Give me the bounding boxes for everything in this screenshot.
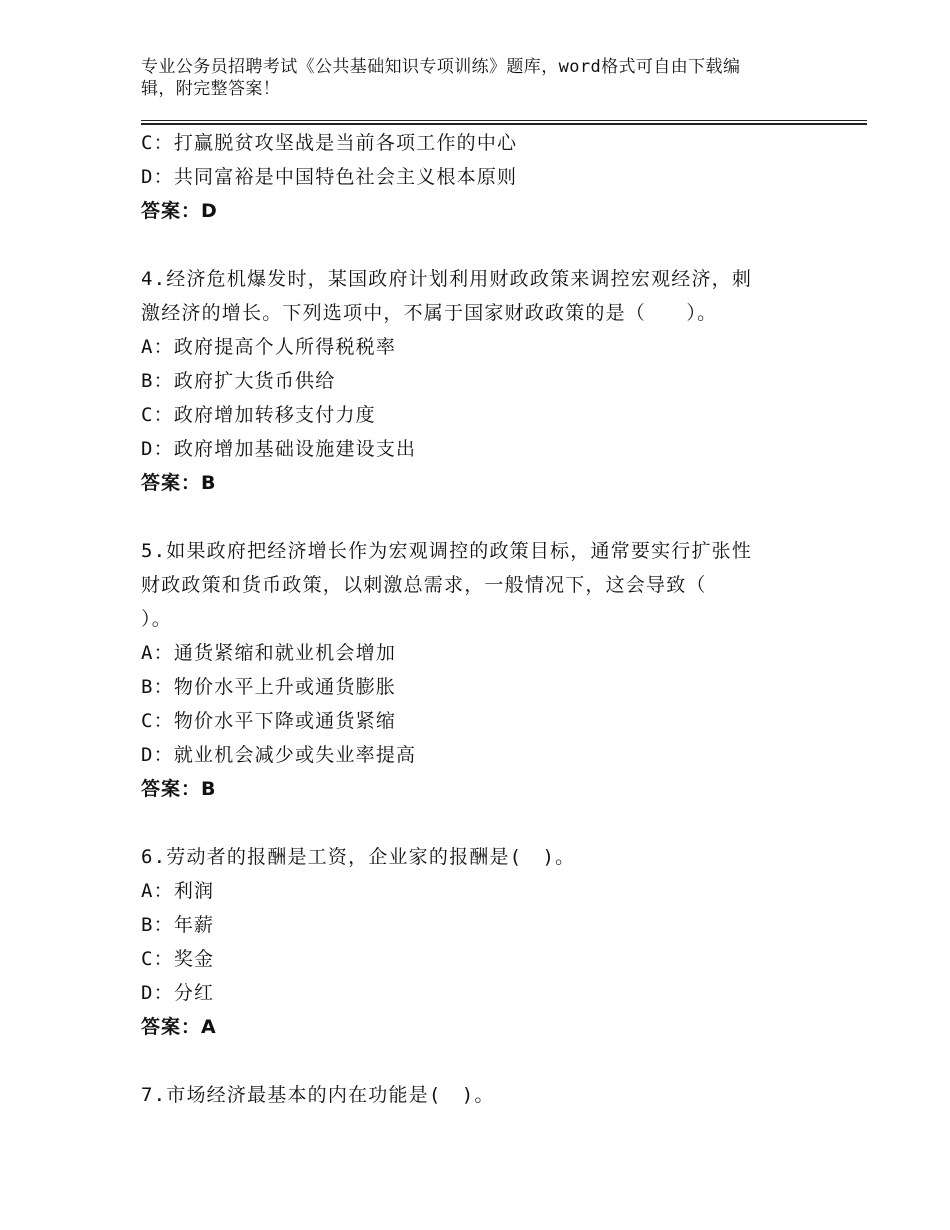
spacer bbox=[141, 806, 821, 840]
partial-question bbox=[141, 126, 821, 228]
header-line-2: 辑，附完整答案！ bbox=[141, 79, 281, 99]
option-c: C：打赢脱贫攻坚战是当前各项工作的中心 bbox=[141, 132, 518, 154]
question-stem-line: 4.经济危机爆发时，某国政府计划利用财政政策来调控宏观经济，刺 bbox=[141, 268, 753, 290]
option-a: A：通货紧缩和就业机会增加 bbox=[141, 642, 397, 664]
option-b: B：年薪 bbox=[141, 914, 215, 936]
option-a: A：利润 bbox=[141, 880, 215, 902]
option-a: A：政府提高个人所得税税率 bbox=[141, 336, 397, 358]
question-5 bbox=[141, 534, 821, 806]
answer-line: 答案：A bbox=[141, 1016, 217, 1038]
option-c: C：奖金 bbox=[141, 948, 215, 970]
option-d: D：共同富裕是中国特色社会主义根本原则 bbox=[141, 166, 518, 188]
question-stem-line: 7.市场经济最基本的内在功能是( )。 bbox=[141, 1084, 495, 1106]
header-line-1: 专业公务员招聘考试《公共基础知识专项训练》题库，word格式可自由下载编 bbox=[141, 57, 741, 77]
question-7 bbox=[141, 1078, 821, 1112]
spacer bbox=[141, 228, 821, 262]
spacer bbox=[141, 1044, 821, 1078]
spacer bbox=[141, 500, 821, 534]
question-stem-line: 5.如果政府把经济增长作为宏观调控的政策目标，通常要实行扩张性 bbox=[141, 540, 753, 562]
option-b: B：政府扩大货币供给 bbox=[141, 370, 336, 392]
question-stem-line: 激经济的增长。下列选项中，不属于国家财政政策的是（ ）。 bbox=[141, 302, 718, 324]
question-stem-line: 财政政策和货币政策，以刺激总需求，一般情况下，这会导致（ bbox=[141, 574, 707, 596]
header-rule-thin bbox=[141, 120, 867, 121]
option-d: D：分红 bbox=[141, 982, 215, 1004]
document-header bbox=[141, 56, 801, 100]
question-stem-line: 6.劳动者的报酬是工资，企业家的报酬是( )。 bbox=[141, 846, 576, 868]
header-rule-thick bbox=[141, 123, 867, 125]
option-c: C：物价水平下降或通货紧缩 bbox=[141, 710, 397, 732]
option-d: D：就业机会减少或失业率提高 bbox=[141, 744, 417, 766]
answer-line: 答案：B bbox=[141, 472, 217, 494]
answer-line: 答案：B bbox=[141, 778, 217, 800]
question-6 bbox=[141, 840, 821, 1044]
question-list bbox=[141, 126, 821, 1112]
option-d: D：政府增加基础设施建设支出 bbox=[141, 438, 417, 460]
answer-line: 答案：D bbox=[141, 200, 218, 222]
option-b: B：物价水平上升或通货膨胀 bbox=[141, 676, 397, 698]
question-stem-line: ）。 bbox=[141, 608, 172, 630]
question-4 bbox=[141, 262, 821, 500]
option-c: C：政府增加转移支付力度 bbox=[141, 404, 376, 426]
